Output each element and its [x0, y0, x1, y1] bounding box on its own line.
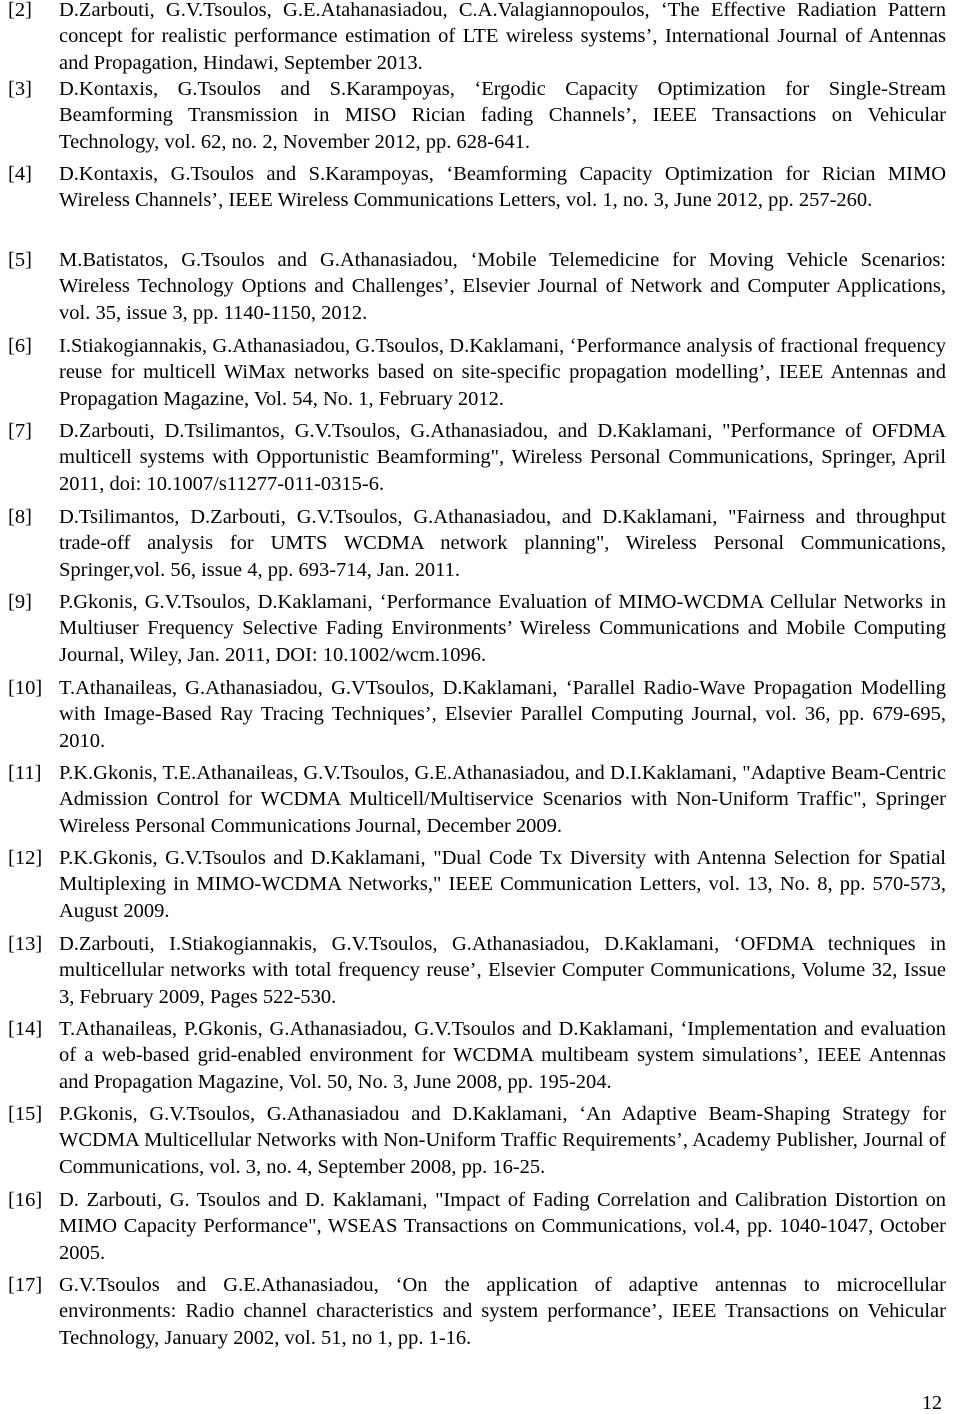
page-number: 12: [922, 1392, 942, 1414]
reference-text: P.K.Gkonis, T.E.Athanaileas, G.V.Tsoulos, G.E.Athanasiadou, and D.I.Kaklamani, "Adaptive Beam-Centric Admission Control for WCDMA Multicell/Multiservice Scenarios with Non-Uniform Traffic", Springer Wireless Personal Communications Journal, December 2009.: [59, 762, 946, 837]
reference-text: G.V.Tsoulos and G.E.Athanasiadou, ‘On the application of adaptive antennas to microcellular environments: Radio channel characteristics and system performance’, IEEE Transactions on Vehicular Technology, January 2002, vol. 51, no 1, pp. 1-16.: [59, 1274, 946, 1349]
reference-number: [8]: [8, 506, 32, 528]
reference-number: [13]: [8, 933, 43, 955]
reference-item: [8, 589, 946, 668]
reference-number: [2]: [8, 0, 32, 21]
reference-text: D.Zarbouti, D.Tsilimantos, G.V.Tsoulos, G.Athanasiadou, and D.Kaklamani, "Performance of OFDMA multicell systems with Opportunistic Beamforming", Wireless Personal Communications, Springer, April 2011, doi: 10.1007/s11277-011-0315-6.: [59, 420, 946, 495]
reference-text: P.Gkonis, G.V.Tsoulos, D.Kaklamani, ‘Performance Evaluation of MIMO-WCDMA Cellular Networks in Multiuser Frequency Selective Fading Environments’ Wireless Communications and Mobile Computing Journal, Wiley, Jan. 2011, DOI: 10.1002/wcm.1096.: [59, 591, 946, 666]
reference-number: [4]: [8, 163, 32, 185]
reference-item: [8, 333, 946, 412]
reference-text: D.Tsilimantos, D.Zarbouti, G.V.Tsoulos, G.Athanasiadou, and D.Kaklamani, "Fairness and throughput trade-off analysis for UMTS WCDMA network planning", Wireless Personal Communications, Springer,vol. 56, issue 4, pp. 693-714, Jan. 2011.: [59, 506, 946, 581]
reference-item: [8, 675, 946, 754]
reference-number: [15]: [8, 1103, 43, 1125]
reference-text: D.Kontaxis, G.Tsoulos and S.Karampoyas, ‘Ergodic Capacity Optimization for Single-Stream Beamforming Transmission in MISO Rician fading Channels’, IEEE Transactions on Vehicular Technology, vol. 62, no. 2, November 2012, pp. 628-641.: [59, 78, 946, 153]
reference-number: [6]: [8, 335, 32, 357]
reference-number: [14]: [8, 1018, 43, 1040]
reference-number: [7]: [8, 420, 32, 442]
reference-item: [8, 1187, 946, 1266]
reference-text: D.Zarbouti, G.V.Tsoulos, G.E.Atahanasiadou, C.A.Valagiannopoulos, ‘The Effective Radiation Pattern concept for realistic performance estimation of LTE wireless systems’, International Journal of Antennas and Propagation, Hindawi, September 2013.: [59, 0, 946, 74]
reference-text: D.Zarbouti, I.Stiakogiannakis, G.V.Tsoulos, G.Athanasiadou, D.Kaklamani, ‘OFDMA techniques in multicellular networks with total frequency reuse’, Elsevier Computer Communications, Volume 32, Issue 3, February 2009, Pages 522-530.: [59, 933, 946, 1008]
reference-number: [10]: [8, 677, 43, 699]
reference-item: [8, 76, 946, 155]
reference-item: [8, 931, 946, 1010]
reference-item: [8, 504, 946, 583]
reference-item: [8, 760, 946, 839]
reference-item: [8, 1016, 946, 1095]
reference-text: T.Athanaileas, P.Gkonis, G.Athanasiadou, G.V.Tsoulos and D.Kaklamani, ‘Implementation and evaluation of a web-based grid-enabled environment for WCDMA multibeam system simulations’, IEEE Antennas and Propagation Magazine, Vol. 50, No. 3, June 2008, pp. 195-204.: [59, 1018, 946, 1093]
reference-item: [8, 161, 946, 214]
reference-text: D. Zarbouti, G. Tsoulos and D. Kaklamani, "Impact of Fading Correlation and Calibration Distortion on MIMO Capacity Performance", WSEAS Transactions on Communications, vol.4, pp. 1040-1047, October 2005.: [59, 1189, 946, 1264]
reference-item: [8, 1101, 946, 1180]
reference-text: P.Gkonis, G.V.Tsoulos, G.Athanasiadou and D.Kaklamani, ‘An Adaptive Beam-Shaping Strategy for WCDMA Multicellular Networks with Non-Uniform Traffic Requirements’, Academy Publisher, Journal of Communications, vol. 3, no. 4, September 2008, pp. 16-25.: [59, 1103, 946, 1178]
reference-number: [3]: [8, 78, 32, 100]
reference-text: D.Kontaxis, G.Tsoulos and S.Karampoyas, ‘Beamforming Capacity Optimization for Rician MIMO Wireless Channels’, IEEE Wireless Communications Letters, vol. 1, no. 3, June 2012, pp. 257-260.: [59, 163, 946, 212]
reference-item: [8, 1272, 946, 1351]
reference-text: I.Stiakogiannakis, G.Athanasiadou, G.Tsoulos, D.Kaklamani, ‘Performance analysis of fractional frequency reuse for multicell WiMax networks based on site-specific propagation modelling’, IEEE Antennas and Propagation Magazine, Vol. 54, No. 1, February 2012.: [59, 335, 946, 410]
reference-number: [12]: [8, 847, 43, 869]
reference-item: [8, 418, 946, 497]
reference-item: [8, 0, 946, 76]
reference-item: [8, 247, 946, 326]
reference-number: [5]: [8, 249, 32, 271]
reference-number: [11]: [8, 762, 42, 784]
reference-number: [16]: [8, 1189, 43, 1211]
reference-item: [8, 845, 946, 924]
reference-text: P.K.Gkonis, G.V.Tsoulos and D.Kaklamani, "Dual Code Tx Diversity with Antenna Selection for Spatial Multiplexing in MIMO-WCDMA Networks," IEEE Communication Letters, vol. 13, No. 8, pp. 570-573, August 2009.: [59, 847, 946, 922]
reference-text: M.Batistatos, G.Tsoulos and G.Athanasiadou, ‘Mobile Telemedicine for Moving Vehicle Scenarios: Wireless Technology Options and Challenges’, Elsevier Journal of Network and Computer Applications, vol. 35, issue 3, pp. 1140-1150, 2012.: [59, 249, 946, 324]
reference-number: [9]: [8, 591, 32, 613]
reference-number: [17]: [8, 1274, 43, 1296]
reference-text: T.Athanaileas, G.Athanasiadou, G.VTsoulos, D.Kaklamani, ‘Parallel Radio-Wave Propagation Modelling with Image-Based Ray Tracing Techniques’, Elsevier Parallel Computing Journal, vol. 36, pp. 679-695, 2010.: [59, 677, 946, 752]
